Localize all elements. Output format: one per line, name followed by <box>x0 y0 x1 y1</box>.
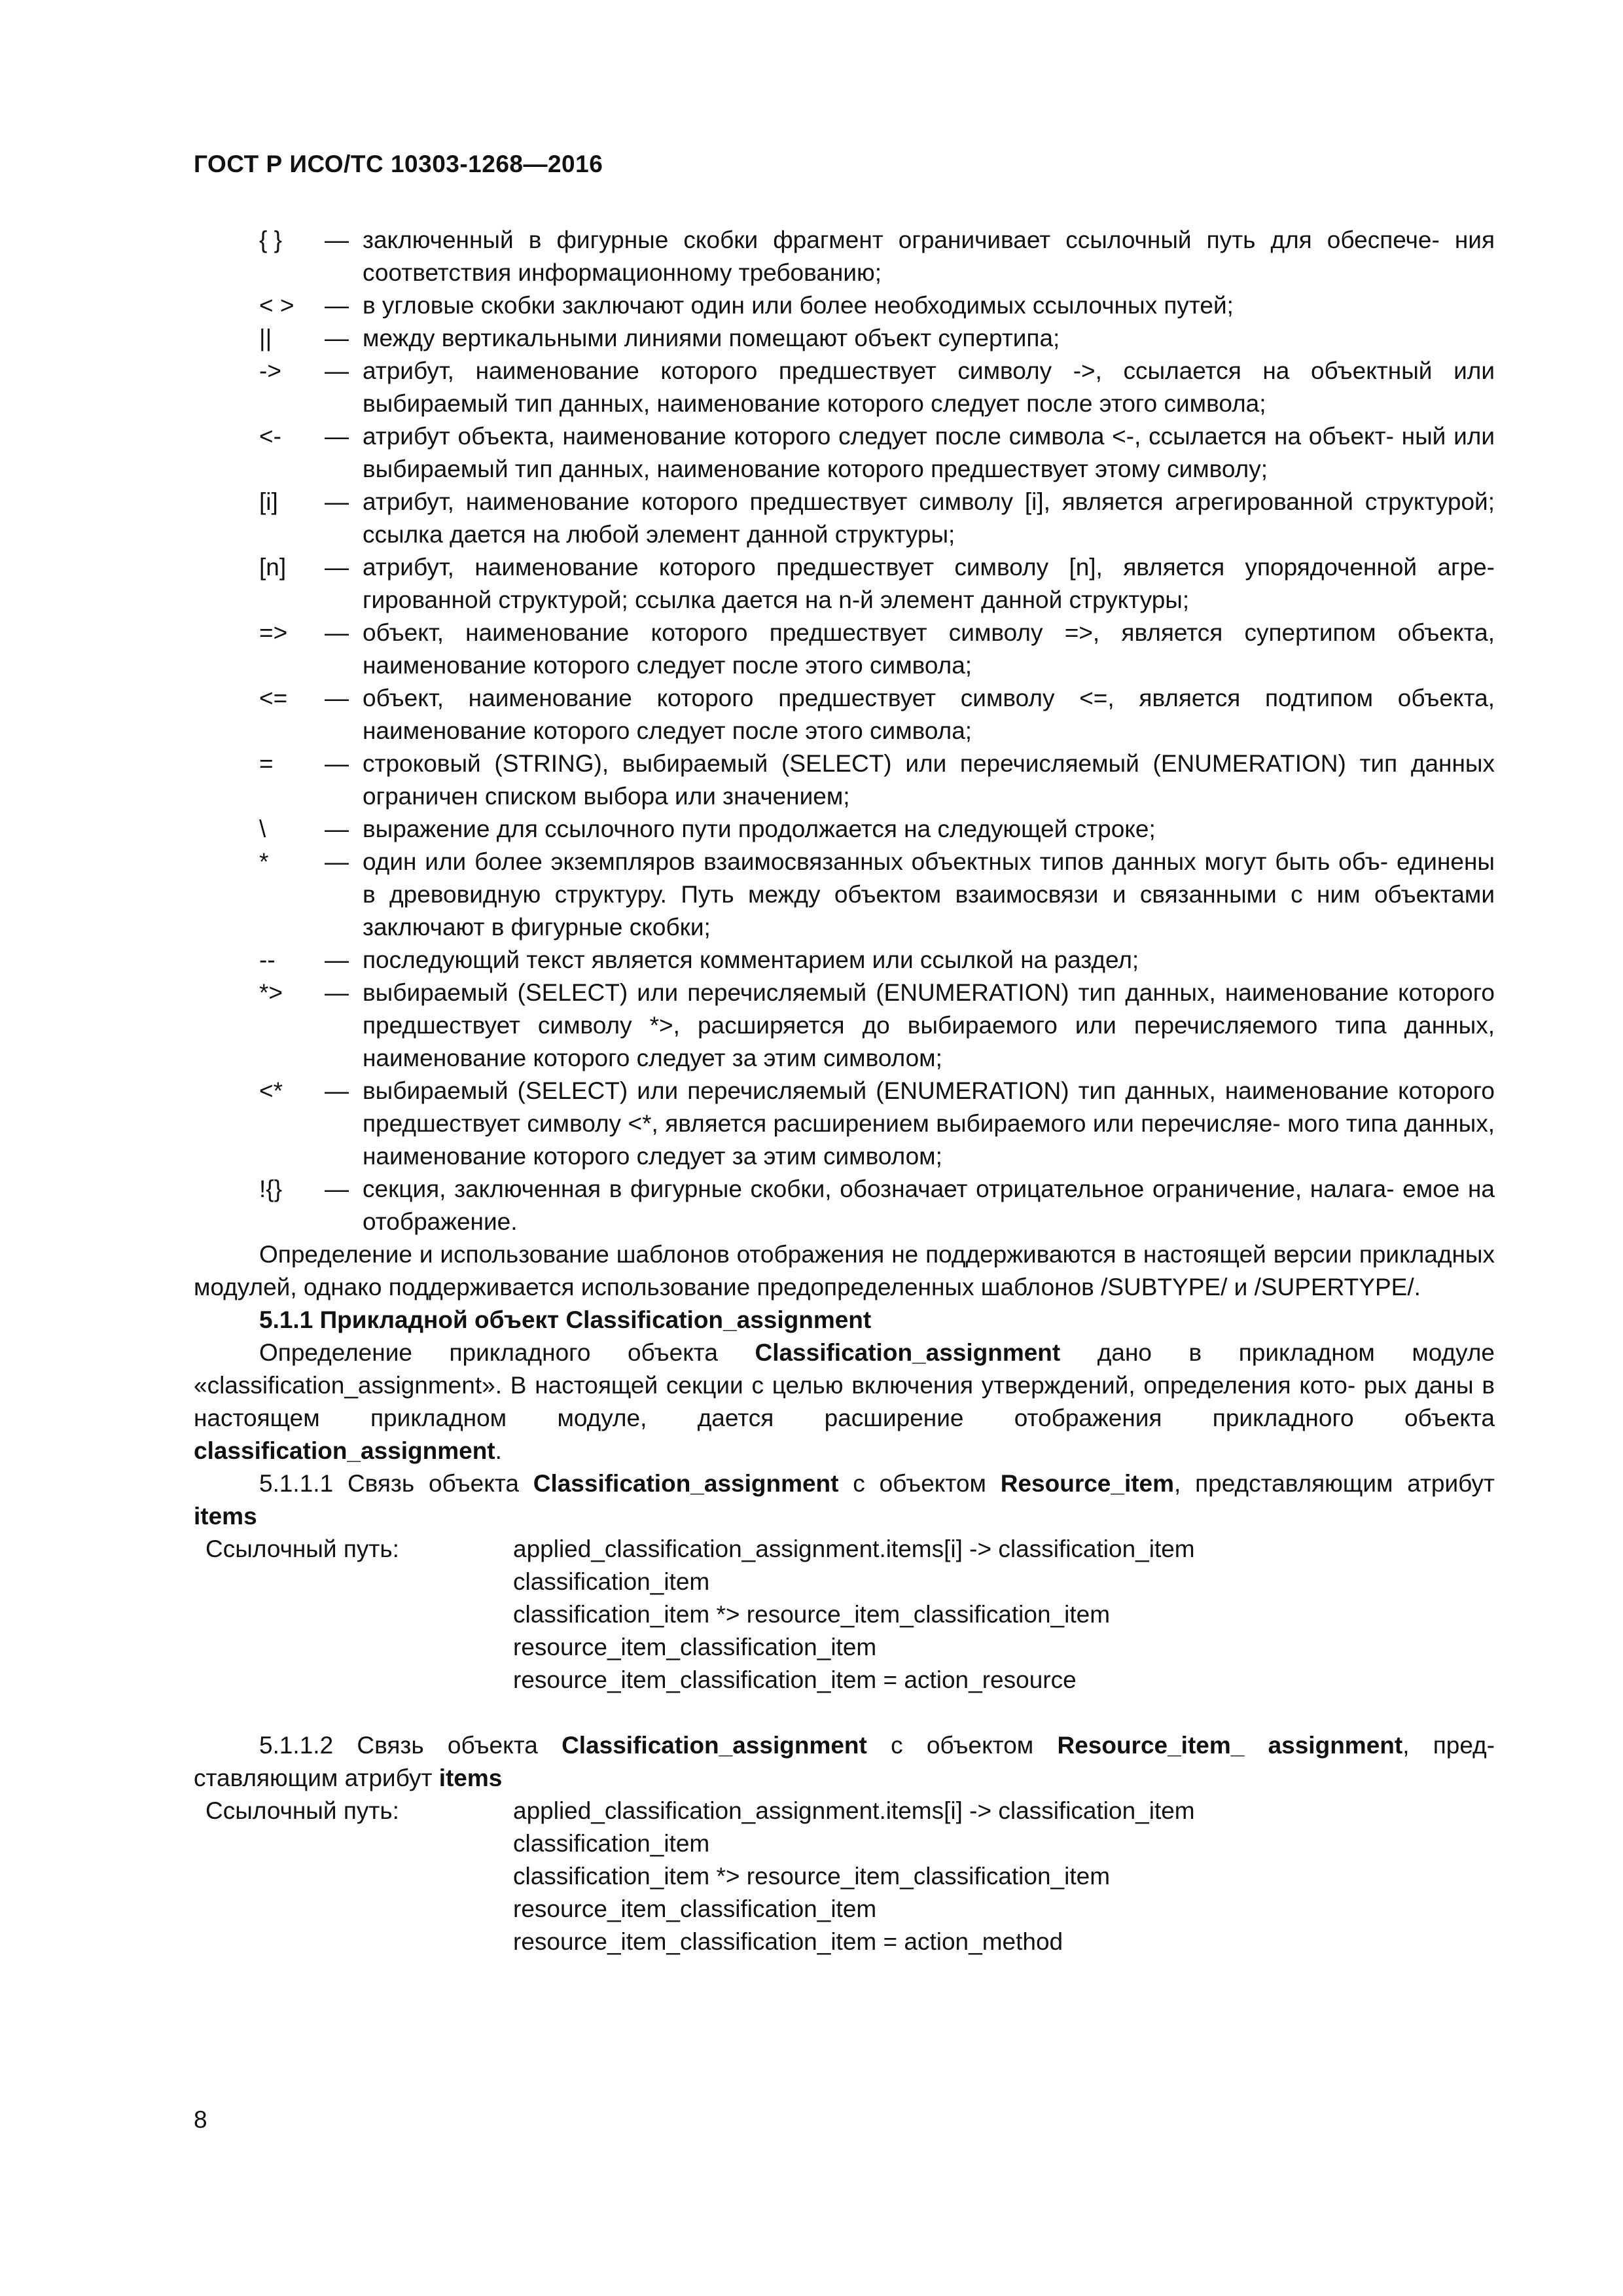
symbol-description: секция, заключенная в фигурные скобки, обозначает отрицательное ограничение, налага- емое на отображение. <box>363 1175 1495 1235</box>
section-heading: 5.1.1 Прикладной объект Classification_assignment <box>259 1306 872 1333</box>
symbol-description: объект, наименование которого предшествует символу <=, является подтипом объекта, наименование которого следует после этого символа; <box>363 685 1495 744</box>
symbol-row <box>194 1075 1495 1173</box>
symbol-description: в угловые скобки заключают один или более необходимых ссылочных путей; <box>363 292 1234 319</box>
reference-path-2 <box>194 1795 1495 1958</box>
symbol-row <box>194 289 1495 322</box>
sub1-bold-1: Classification_assignment <box>533 1470 839 1497</box>
ref-path-line: resource_item_classification_item <box>513 1895 877 1922</box>
symbol-glyph: [n] <box>259 554 287 581</box>
sub2-text-2: с объектом <box>866 1732 1058 1759</box>
symbol-glyph: [i] <box>259 488 278 515</box>
section-intro <box>194 1336 1495 1467</box>
symbol-description: один или более экземпляров взаимосвязанных объектных типов данных могут быть объ- единены в древовидную структуру. Путь между объектом взаимосвязи и связанными с ним объектами заключают в фигурные скобки; <box>363 848 1495 941</box>
page-number: 8 <box>194 2106 207 2133</box>
symbol-dash: — <box>325 292 349 319</box>
symbol-glyph: < > <box>259 292 294 319</box>
symbol-dash: — <box>325 554 349 581</box>
symbol-row <box>194 682 1495 747</box>
symbol-glyph: || <box>259 325 272 351</box>
symbol-glyph: <* <box>259 1077 283 1104</box>
symbol-description: между вертикальными линиями помещают объект супертипа; <box>363 325 1060 351</box>
symbol-dash: — <box>325 619 349 646</box>
ref-path-label: Ссылочный путь: <box>205 1535 399 1562</box>
ref-path-line: classification_item <box>513 1830 710 1857</box>
symbol-row <box>194 322 1495 355</box>
intro-bold-2: classification_assignment <box>194 1437 495 1464</box>
symbol-glyph: -- <box>259 946 276 973</box>
symbol-dash: — <box>325 423 349 450</box>
symbol-description: выбираемый (SELECT) или перечисляемый (ENUMERATION) тип данных, наименование которого предшествует символу *>, расширяется до выбираемого или перечисляемого типа данных, наименование которого следует за этим символом; <box>363 979 1495 1071</box>
ref-path-line: applied_classification_assignment.items[i] -> classification_item <box>513 1797 1195 1824</box>
ref-path-line: applied_classification_assignment.items[i] -> classification_item <box>513 1535 1195 1562</box>
symbol-glyph: -> <box>259 357 281 384</box>
symbol-glyph: * <box>259 848 269 875</box>
ref-path-line: resource_item_classification_item = action_method <box>513 1928 1063 1955</box>
ref-path-line: resource_item_classification_item <box>513 1634 877 1660</box>
sub2-text-3: , пред- ставляющим атрибут <box>194 1732 1495 1791</box>
symbol-row <box>194 1173 1495 1238</box>
symbol-description: строковый (STRING), выбираемый (SELECT) или перечисляемый (ENUMERATION) тип данных ограничен списком выбора или значением; <box>363 750 1495 810</box>
intro-text-1: Определение прикладного объекта <box>259 1339 755 1366</box>
ref-path-label: Ссылочный путь: <box>205 1797 399 1824</box>
symbol-row <box>194 486 1495 551</box>
symbol-row <box>194 355 1495 420</box>
symbol-dash: — <box>325 685 349 711</box>
sub2-bold-3: items <box>438 1765 503 1791</box>
ref-path-line: resource_item_classification_item = action_resource <box>513 1666 1077 1693</box>
symbol-row <box>194 551 1495 617</box>
symbol-dash: — <box>325 946 349 973</box>
symbol-row <box>194 846 1495 944</box>
symbol-glyph: = <box>259 750 274 777</box>
symbol-dash: — <box>325 226 349 253</box>
sub2-text-1: 5.1.1.2 Связь объекта <box>259 1732 562 1759</box>
symbol-description: последующий текст является комментарием или ссылкой на раздел; <box>363 946 1139 973</box>
symbol-dash: — <box>325 488 349 515</box>
symbol-dash: — <box>325 1175 349 1202</box>
sub1-bold-2: Resource_item <box>1000 1470 1175 1497</box>
symbol-dash: — <box>325 816 349 842</box>
sub1-bold-3: items <box>194 1503 257 1530</box>
symbol-dash: — <box>325 325 349 351</box>
intro-bold-1: Classification_assignment <box>755 1339 1061 1366</box>
ref-path-line: classification_item *> resource_item_classification_item <box>513 1863 1111 1890</box>
symbol-description: атрибут, наименование которого предшествует символу [i], является агрегированной структурой; ссылка дается на любой элемент данной структуры; <box>363 488 1495 548</box>
reference-path-1 <box>194 1533 1495 1696</box>
symbol-description: выбираемый (SELECT) или перечисляемый (ENUMERATION) тип данных, наименование которого предшествует символу <*, является расширением выбираемого или перечисляе- мого типа данных, наименование которого следует за этим символом; <box>363 1077 1495 1170</box>
symbol-glyph: !{} <box>259 1175 282 1202</box>
symbol-description: атрибут, наименование которого предшествует символу ->, ссылается на объектный или выбираемый тип данных, наименование которого следует после этого символа; <box>363 357 1495 417</box>
subsection-1-title <box>194 1467 1495 1533</box>
intro-text-3: . <box>495 1437 502 1464</box>
symbol-glyph: <- <box>259 423 281 450</box>
ref-path-lines <box>513 1795 1495 1958</box>
ref-path-line: classification_item <box>513 1568 710 1595</box>
symbol-description: объект, наименование которого предшествует символу =>, является супертипом объекта, наименование которого следует после этого символа; <box>363 619 1495 679</box>
symbol-dash: — <box>325 357 349 384</box>
symbol-row <box>194 224 1495 289</box>
document-body <box>194 224 1495 1958</box>
symbol-row <box>194 747 1495 813</box>
symbol-glyph: => <box>259 619 288 646</box>
symbol-description: выражение для ссылочного пути продолжается на следующей строке; <box>363 816 1156 842</box>
symbol-glyph: *> <box>259 979 283 1006</box>
subsection-2-title <box>194 1729 1495 1795</box>
symbol-glyph: <= <box>259 685 288 711</box>
sub1-text-1: 5.1.1.1 Связь объекта <box>259 1470 533 1497</box>
symbol-dash: — <box>325 750 349 777</box>
symbol-description: атрибут объекта, наименование которого следует после символа <-, ссылается на объект- ный или выбираемый тип данных, наименование которого предшествует этому символу; <box>363 423 1495 482</box>
ref-path-lines <box>513 1533 1495 1696</box>
symbol-row <box>194 617 1495 682</box>
sub2-bold-1: Classification_assignment <box>562 1732 867 1759</box>
symbol-list <box>194 224 1495 1238</box>
symbol-description: заключенный в фигурные скобки фрагмент ограничивает ссылочный путь для обеспече- ния соответствия информационному требованию; <box>363 226 1495 286</box>
sub1-text-3: , представляющим атрибут <box>1174 1470 1495 1497</box>
document-header-title: ГОСТ Р ИСО/ТС 10303-1268—2016 <box>194 151 603 177</box>
symbol-dash: — <box>325 848 349 875</box>
symbol-dash: — <box>325 1077 349 1104</box>
sub2-bold-2: Resource_item_ assignment <box>1057 1732 1403 1759</box>
symbol-row <box>194 813 1495 846</box>
sub1-text-2: с объектом <box>838 1470 1001 1497</box>
symbol-glyph: \ <box>259 816 266 842</box>
intro-text-2: дано в прикладном модуле «classification_assignment». В настоящей секции с целью включения утверждений, определения кото- рых даны в настоящем прикладном модуле, дается расширение отображения прикладного объекта <box>194 1339 1495 1431</box>
symbol-row <box>194 944 1495 977</box>
paragraph-templates: Определение и использование шаблонов отображения не поддерживаются в настоящей версии прикладных модулей, однако поддерживается использование предопределенных шаблонов /SUBTYPE/ и /SUPERTYPE/. <box>194 1241 1495 1300</box>
symbol-dash: — <box>325 979 349 1006</box>
symbol-row <box>194 420 1495 486</box>
symbol-glyph: { } <box>259 226 282 253</box>
symbol-description: атрибут, наименование которого предшествует символу [n], является упорядоченной агре- гированной структурой; ссылка дается на n-й элемент данной структуры; <box>363 554 1495 613</box>
ref-path-line: classification_item *> resource_item_classification_item <box>513 1601 1111 1628</box>
symbol-row <box>194 977 1495 1075</box>
